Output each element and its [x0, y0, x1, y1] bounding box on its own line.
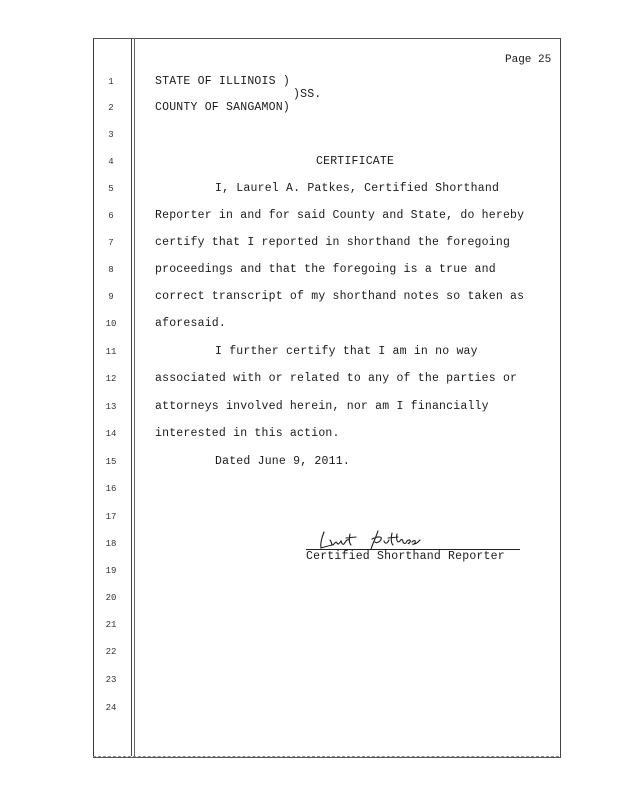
line-number: 23	[105, 675, 117, 685]
page-frame	[93, 38, 561, 758]
line-number: 16	[105, 484, 117, 494]
body-line: I, Laurel A. Patkes, Certified Shorthand	[215, 182, 500, 195]
body-line: proceedings and that the foregoing is a true and	[155, 263, 496, 276]
body-line: Reporter in and for said County and State, do hereby	[155, 209, 525, 222]
line-number: 13	[105, 402, 117, 412]
line-number: 4	[108, 157, 114, 167]
body-line: interested in this action.	[155, 427, 340, 440]
line-number: 22	[105, 647, 117, 657]
body-line: correct transcript of my shorthand notes so taken as	[155, 290, 525, 303]
line-number: 6	[108, 211, 114, 221]
line-number: 24	[105, 703, 117, 713]
line-number: 21	[105, 620, 117, 630]
line-number: 17	[105, 512, 117, 522]
margin-rule	[131, 38, 132, 756]
caption-ss: )SS.	[293, 88, 322, 101]
line-number: 12	[105, 374, 117, 384]
dated-line: Dated June 9, 2011.	[215, 455, 350, 468]
line-number: 7	[108, 238, 114, 248]
body-line: certify that I reported in shorthand the foregoing	[155, 236, 511, 249]
line-number: 18	[105, 539, 117, 549]
caption-county: COUNTY OF SANGAMON)	[155, 101, 290, 114]
line-number: 2	[108, 103, 114, 113]
signature-caption: Certified Shorthand Reporter	[306, 550, 505, 563]
body-line: I further certify that I am in no way	[215, 345, 478, 358]
line-number: 15	[105, 457, 117, 467]
margin-rule-inner	[134, 38, 135, 756]
scan-edge	[93, 756, 559, 759]
body-line: aforesaid.	[155, 317, 227, 330]
certificate-heading: CERTIFICATE	[316, 155, 395, 168]
body-line: attorneys involved herein, nor am I financially	[155, 400, 489, 413]
caption-state: STATE OF ILLINOIS )	[155, 75, 290, 88]
line-number: 10	[105, 319, 117, 329]
line-number: 8	[108, 265, 114, 275]
line-number: 11	[105, 347, 117, 357]
line-number: 20	[105, 593, 117, 603]
line-number: 3	[108, 130, 114, 140]
line-number: 19	[105, 566, 117, 576]
page-number: Page 25	[505, 54, 552, 66]
body-line: associated with or related to any of the parties or	[155, 372, 518, 385]
line-number: 14	[105, 429, 117, 439]
line-number: 1	[108, 77, 114, 87]
line-number: 5	[108, 184, 114, 194]
line-number: 9	[108, 292, 114, 302]
